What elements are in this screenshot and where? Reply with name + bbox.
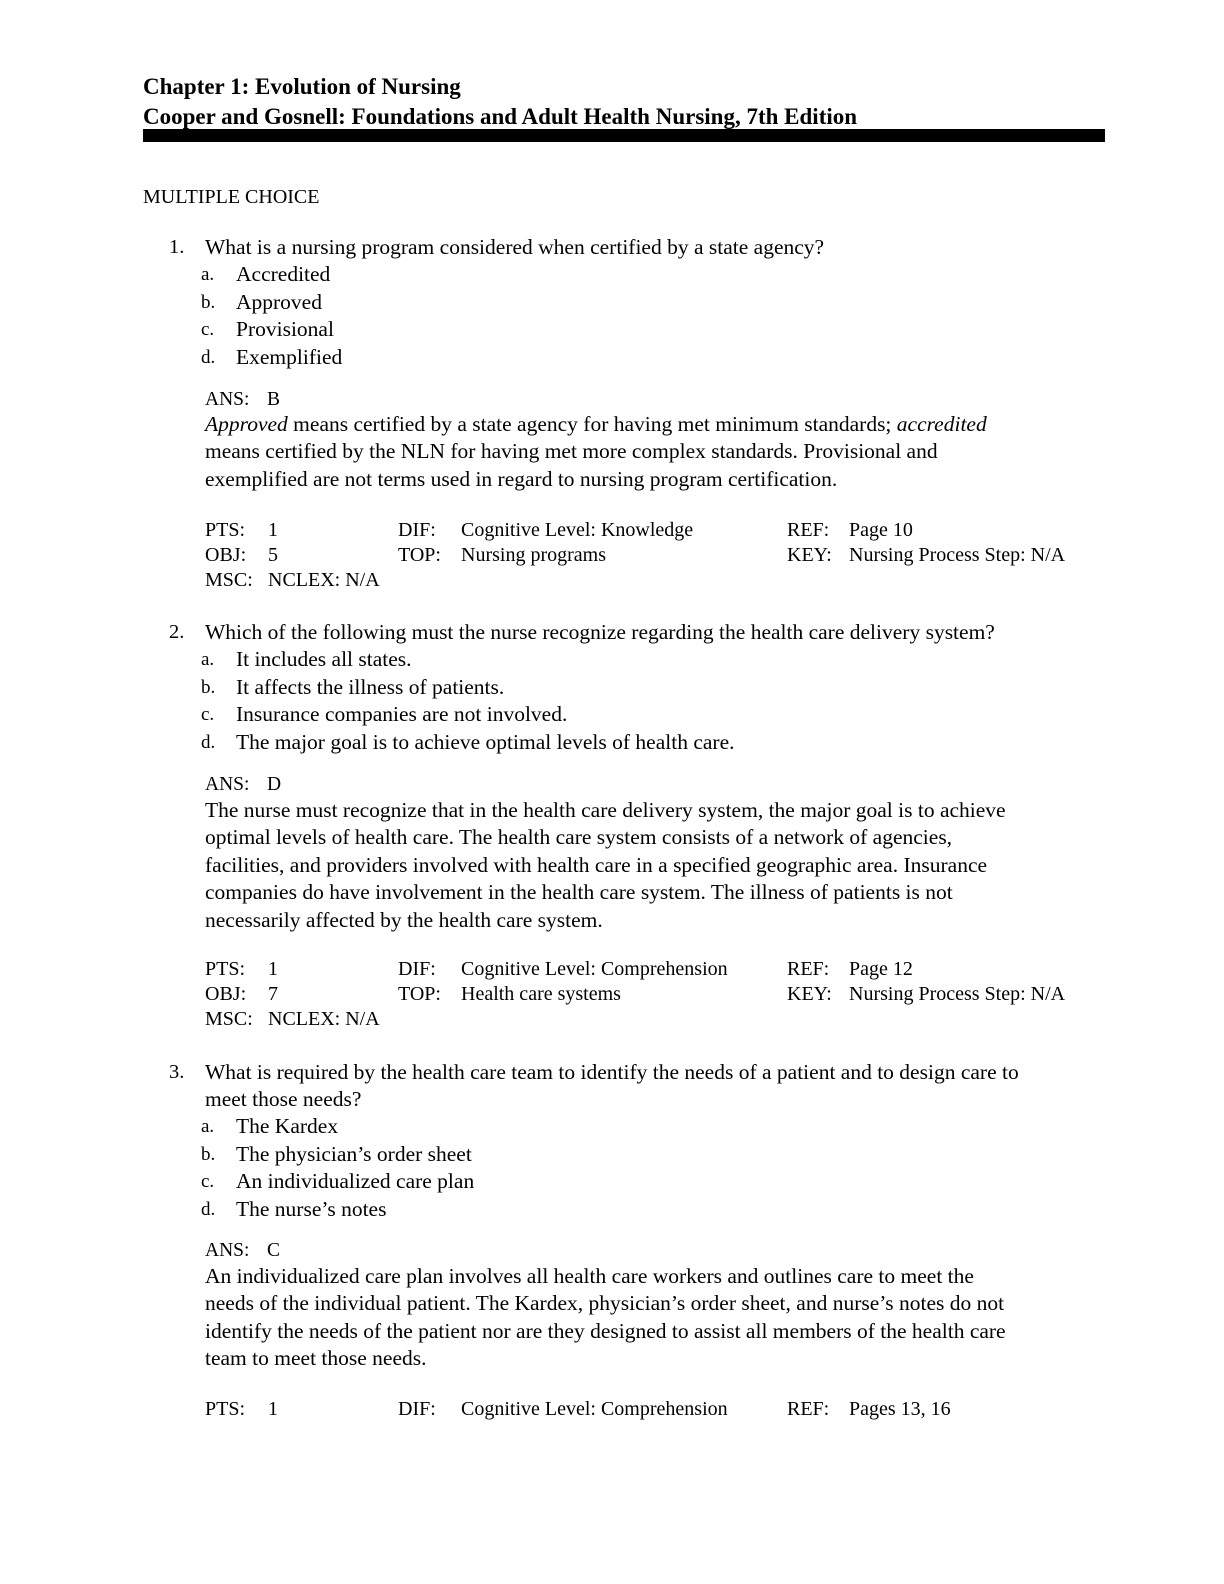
reference-value: Page 12 [849, 958, 913, 980]
question-number: 1. [169, 236, 185, 258]
meta-row: OBJ: 7 TOP: Health care systems KEY: Nursing Process Step: N/A [205, 983, 1066, 1005]
question-text: Which of the following must the nurse recognize regarding the health care delivery system? [205, 620, 995, 644]
meta-row: MSC: NCLEX: N/A [205, 569, 380, 591]
option-text: It includes all states. [236, 647, 412, 671]
answer-value: D [267, 774, 282, 795]
option-letter: a. [201, 1116, 215, 1137]
option-text: Accredited [236, 262, 331, 286]
book-title: Cooper and Gosnell: Foundations and Adult Health Nursing, 7th Edition [143, 104, 858, 129]
rationale [205, 797, 1105, 934]
rationale-line: team to meet those needs. [205, 1346, 427, 1371]
option-b [0, 1141, 1224, 1168]
option-text: The nurse’s notes [236, 1196, 387, 1221]
meta-row: PTS: 1 DIF: Cognitive Level: Comprehension REF: Pages 13, 16 [205, 1398, 951, 1420]
answer-value: B [267, 389, 281, 410]
rationale-line-3: exemplified are not terms used in regard to nursing program certification. [205, 466, 838, 491]
question-text [205, 1059, 1110, 1113]
question-text: What is a nursing program considered when certified by a state agency? [205, 235, 825, 259]
difficulty-value: Cognitive Level: Comprehension [461, 1398, 728, 1420]
meta-row: MSC: NCLEX: N/A [205, 1008, 380, 1030]
rationale-line: The nurse must recognize that in the health care delivery system, the major goal is to achieve [205, 798, 1006, 822]
option-b [0, 289, 1224, 316]
section-title: MULTIPLE CHOICE [143, 186, 320, 208]
chapter-title: Chapter 1: Evolution of Nursing [143, 74, 461, 99]
option-letter: d. [201, 731, 216, 753]
rationale-line: necessarily affected by the health care system. [205, 907, 603, 932]
rationale [205, 1263, 1105, 1373]
rationale-line: An individualized care plan involves all health care workers and outlines care to meet the [205, 1264, 974, 1288]
reference-value: Pages 13, 16 [849, 1398, 951, 1420]
option-b [0, 674, 1224, 701]
key-value: Nursing Process Step: N/A [849, 544, 1066, 566]
option-d [0, 344, 1224, 371]
rationale-line: needs of the individual patient. The Kardex, physician’s order sheet, and nurse’s notes do not [205, 1291, 1005, 1316]
key-value: Nursing Process Step: N/A [849, 983, 1066, 1005]
option-text: It affects the illness of patients. [236, 674, 505, 699]
option-a [0, 1113, 1224, 1140]
option-text: The major goal is to achieve optimal levels of health care. [236, 729, 735, 754]
option-letter: d. [201, 1198, 216, 1220]
rationale-term-accredited: accredited [896, 412, 987, 436]
question-number: 3. [169, 1061, 185, 1083]
rationale-line-2: means certified by the NLN for having met more complex standards. Provisional and [205, 439, 938, 464]
option-letter: b. [201, 1143, 216, 1165]
option-text: The physician’s order sheet [236, 1141, 472, 1166]
document-header [143, 72, 1105, 132]
rationale-line: identify the needs of the patient nor are they designed to assist all members of the health care [205, 1318, 1006, 1343]
question-metadata [0, 518, 1224, 596]
meta-row: OBJ: 5 TOP: Nursing programs KEY: Nursing Process Step: N/A [205, 544, 1066, 566]
rationale-line-1: Approved means certified by a state agency for having met minimum standards; accredited [205, 412, 987, 436]
difficulty-value: Cognitive Level: Comprehension [461, 958, 728, 980]
option-d [0, 1196, 1224, 1223]
meta-row: PTS: 1 DIF: Cognitive Level: Comprehension REF: Page 12 [205, 958, 913, 980]
difficulty-value: Cognitive Level: Knowledge [461, 519, 694, 541]
option-letter: b. [201, 676, 216, 698]
option-letter: a. [201, 649, 215, 670]
option-text: Insurance companies are not involved. [236, 702, 568, 726]
option-d [0, 729, 1224, 756]
option-letter: b. [201, 291, 216, 313]
answer-label: ANS: [205, 774, 250, 795]
option-letter: c. [201, 1171, 215, 1192]
answer-line [205, 1238, 280, 1264]
meta-row: PTS: 1 DIF: Cognitive Level: Knowledge REF: Page 10 [205, 519, 913, 541]
answer-value: C [267, 1240, 281, 1261]
question-number: 2. [169, 621, 185, 643]
option-c [0, 1168, 1224, 1195]
rationale [205, 411, 1105, 493]
question-metadata [0, 1397, 1224, 1475]
option-text: The Kardex [236, 1114, 339, 1138]
answer-label: ANS: [205, 389, 250, 410]
option-text: An individualized care plan [236, 1169, 475, 1193]
points-value: 1 [268, 519, 278, 541]
answer-line [205, 772, 281, 798]
header-rule [143, 129, 1105, 142]
option-a [0, 261, 1224, 288]
rationale-line: optimal levels of health care. The health care system consists of a network of agencies, [205, 825, 953, 850]
answer-line [205, 387, 280, 413]
option-text: Approved [236, 289, 322, 314]
topic-value: Nursing programs [461, 544, 606, 566]
answer-label: ANS: [205, 1240, 250, 1261]
misc-value: NCLEX: N/A [268, 1008, 380, 1030]
misc-value: NCLEX: N/A [268, 569, 380, 591]
rationale-term-approved: Approved [205, 412, 288, 436]
question-text-line: What is required by the health care team to identify the needs of a patient and to design care to [205, 1060, 1019, 1084]
option-letter: d. [201, 346, 216, 368]
option-a [0, 646, 1224, 673]
question-metadata [0, 957, 1224, 1035]
objective-value: 5 [268, 544, 278, 566]
option-letter: a. [201, 264, 215, 285]
objective-value: 7 [268, 983, 278, 1005]
question-text-line: meet those needs? [205, 1087, 362, 1111]
option-c [0, 316, 1224, 343]
option-text: Exemplified [236, 344, 343, 369]
option-text: Provisional [236, 317, 334, 341]
rationale-line: companies do have involvement in the health care system. The illness of patients is not [205, 880, 953, 905]
reference-value: Page 10 [849, 519, 913, 541]
rationale-line: facilities, and providers involved with health care in a specified geographic area. Insurance [205, 852, 988, 877]
topic-value: Health care systems [461, 983, 621, 1005]
option-letter: c. [201, 704, 215, 725]
points-value: 1 [268, 958, 278, 980]
points-value: 1 [268, 1398, 278, 1420]
option-c [0, 701, 1224, 728]
option-letter: c. [201, 319, 215, 340]
